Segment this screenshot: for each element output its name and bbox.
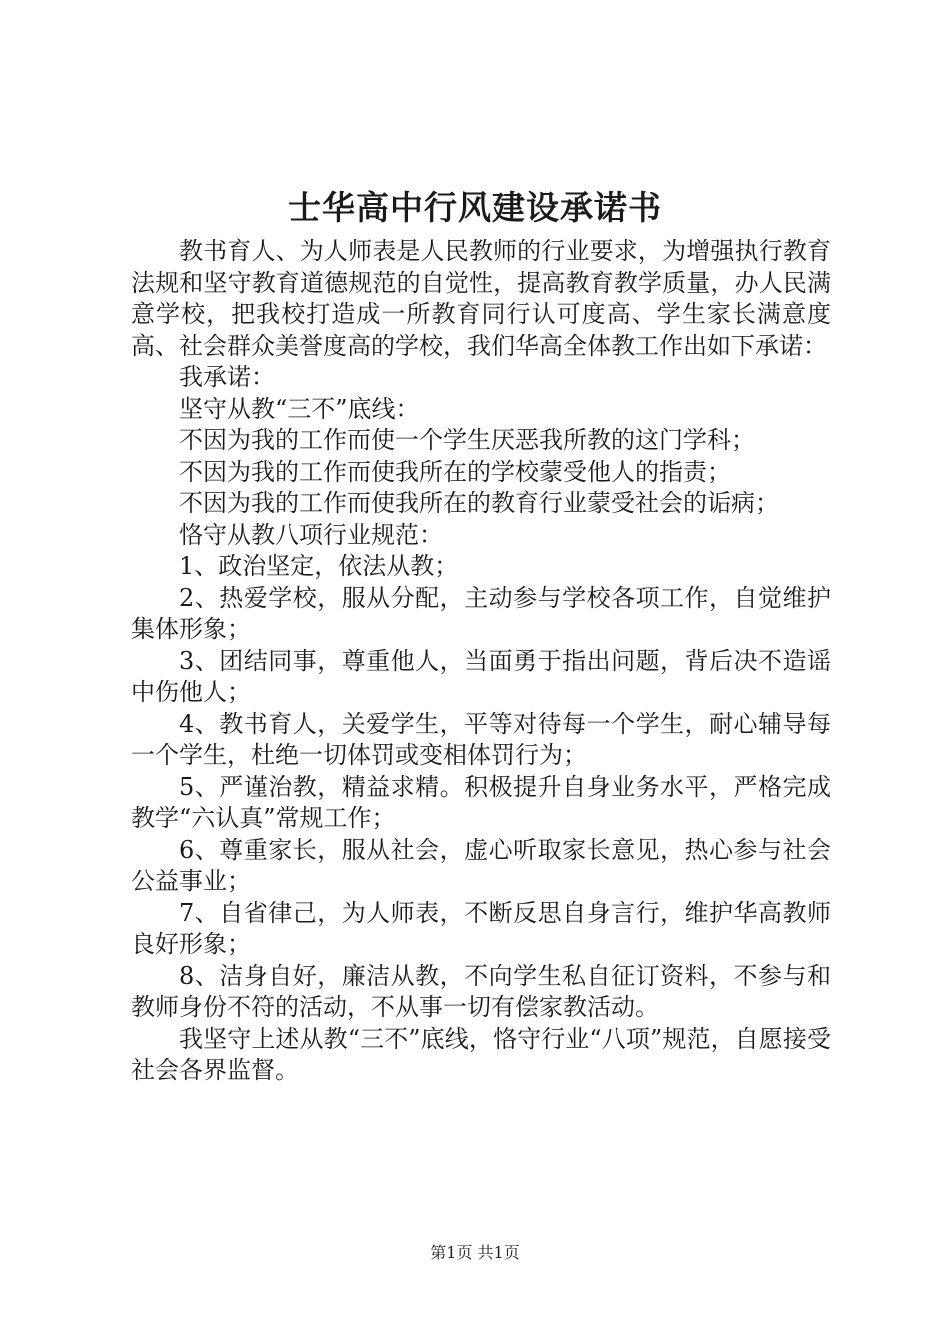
closing-paragraph: 我坚守上述从教“三不”底线，恪守行业“八项”规范，自愿接受社会各界监督。 — [131, 1024, 831, 1084]
norm-item-6: 6、尊重家长，服从社会，虚心听取家长意见，热心参与社会公益事业； — [131, 835, 831, 895]
norm-item-1: 1、政治坚定，依法从教； — [179, 552, 459, 580]
intro-paragraph: 教书育人、为人师表是人民教师的行业要求，为增强执行教育法规和坚守教育道德规范的自觉性，提高教育教学质量，办人民满意学校，把我校打造成一所教育同行认可度高、学生家长满意度高、社会群众美誉度高的学校，我们华高全体教工作出如下承诺： — [131, 237, 831, 360]
norm-item-4: 4、教书育人，关爱学生，平等对待每一个学生，耐心辅导每一个学生，杜绝一切体罚或变相体罚行为； — [131, 709, 831, 769]
norm-item-8: 8、洁身自好，廉洁从教，不向学生私自征订资料，不参与和教师身份不符的活动，不从事一切有偿家教活动。 — [131, 961, 831, 1021]
three-nots-item-2: 不因为我的工作而使我所在的学校蒙受他人的指责； — [179, 457, 731, 486]
norm-item-7: 7、自省律己，为人师表，不断反思自身言行，维护华高教师良好形象； — [131, 898, 831, 958]
document-title: 士华高中行风建设承诺书 — [288, 188, 662, 227]
page-number-footer: 第1页 共1页 — [430, 1243, 520, 1262]
document-body — [131, 236, 831, 1087]
three-nots-heading: 坚守从教“三不”底线： — [179, 394, 420, 423]
three-nots-item-3: 不因为我的工作而使我所在的教育行业蒙受社会的诟病； — [179, 489, 779, 517]
norm-item-5: 5、严谨治教，精益求精。积极提升自身业务水平，严格完成教学“六认真”常规工作； — [131, 772, 831, 832]
pledge-heading: 我承诺： — [179, 363, 275, 391]
norm-item-3: 3、团结同事，尊重他人，当面勇于指出问题，背后决不造谣中伤他人； — [131, 646, 831, 706]
eight-norms-heading: 恪守从教八项行业规范： — [179, 520, 443, 549]
norm-item-2: 2、热爱学校，服从分配，主动参与学校各项工作，自觉维护集体形象； — [131, 583, 831, 643]
three-nots-item-1: 不因为我的工作而使一个学生厌恶我所教的这门学科； — [179, 426, 755, 454]
